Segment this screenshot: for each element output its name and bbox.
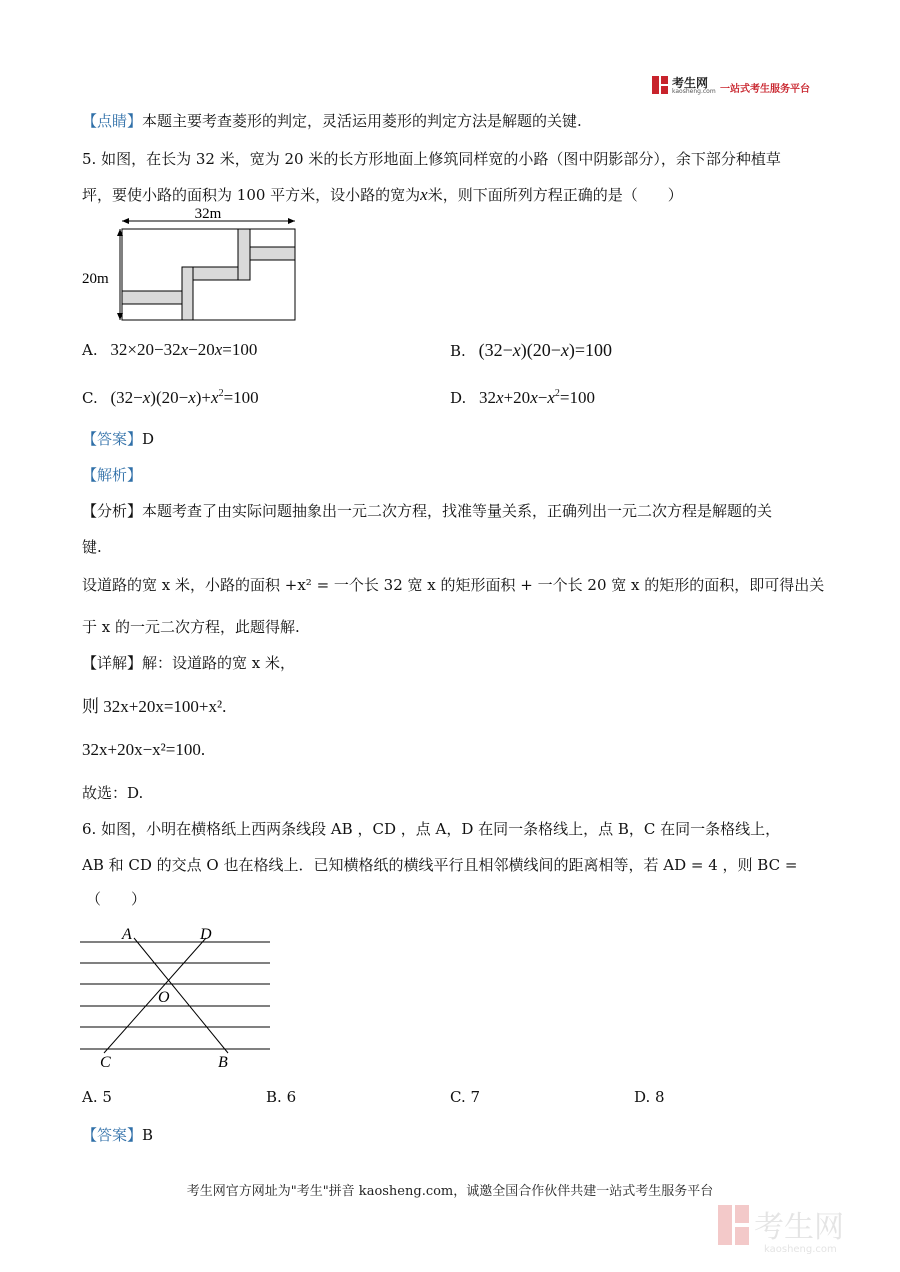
q6-stem-line2: AB 和 CD 的交点 O 也在格线上．已知横格纸的横线平行且相邻横线间的距离相等，若 AD = 4 ，则 BC = [82, 856, 798, 874]
q6-option-d: D. 8 [634, 1088, 665, 1106]
q5-stem-line1: 5. 如图，在长为 32 米，宽为 20 米的长方形地面上修筑同样宽的小路（图中阴影部分），余下部分种植草 [82, 150, 781, 168]
kaosheng-logo-icon [652, 76, 668, 94]
q5-analysis-tag: 【解析】 [82, 466, 143, 484]
q5-option-c: C. $(32-x)(20-x)+x^2=100$ [82, 388, 259, 407]
remark-text: 本题主要考查菱形的判定，灵活运用菱形的判定方法是解题的关键. [142, 112, 582, 130]
q5-option-a: A. 32×20−32x−20x=100 [82, 340, 258, 359]
q5-choice: 故选：D. [82, 784, 144, 802]
q5-figure [80, 205, 310, 325]
q5-width-label: 32m [194, 206, 222, 222]
watermark-logo [718, 1203, 878, 1255]
remark-tag: 【点睛】 [82, 112, 143, 130]
q6-option-c: C. 7 [450, 1088, 481, 1106]
q6-option-a: A. 5 [82, 1088, 112, 1106]
q5-fenxi-line2: 键. [82, 538, 102, 556]
q6-paren: （ ） [86, 890, 147, 908]
brand-name: 考生网 [672, 76, 709, 90]
q6-label-c: C [100, 1054, 111, 1071]
q5-equation-1: 则 32x+20x=100+x². [82, 697, 227, 716]
q5-option-d: D. $32x+20x-x^2=100$ [450, 388, 595, 407]
q5-stem-line2: 坪，要使小路的面积为 100 平方米，设小路的宽为x米，则下面所列方程正确的是（ ） [82, 185, 683, 204]
q6-answer: 【答案】B [82, 1126, 154, 1144]
q5-reason-line1: 设道路的宽 x 米，小路的面积 +x² = 一个长 32 宽 x 的矩形面积 + 一个长 20 宽 x 的矩形的面积，即可得出关 [82, 576, 825, 594]
q5-reason-line2: 于 x 的一元二次方程，此题得解. [82, 618, 300, 636]
q6-label-o: O [158, 989, 170, 1006]
q6-stem-line1: 6. 如图，小明在横格纸上西两条线段 AB ，CD ，点 A，D 在同一条格线上，点 B，C 在同一条格线上， [82, 820, 781, 838]
page-footer: 考生网官方网址为"考生"拼音 kaosheng.com，诚邀全国合作伙伴共建一站式考生服务平台 [186, 1184, 714, 1199]
q5-height-label: 20m [82, 271, 109, 287]
q6-label-a: A [122, 926, 132, 943]
q5-equation-2: 32x+20x−x²=100. [82, 740, 206, 759]
q4-remark [82, 110, 582, 131]
q5-answer: 【答案】D [82, 430, 155, 448]
watermark-text: 考生网 [754, 1210, 844, 1245]
q6-label-d: D [200, 926, 212, 943]
q6-label-b: B [218, 1054, 228, 1071]
q5-detail: 【详解】解：设道路的宽 x 米， [82, 654, 296, 672]
watermark-sub: kaosheng.com [764, 1244, 837, 1255]
brand-slogan: 一站式考生服务平台 [720, 84, 810, 95]
q5-option-b: B. (32−x)(20−x)=100 [450, 340, 613, 360]
q6-figure [78, 922, 278, 1072]
brand-url: kaosheng.com [672, 88, 716, 95]
q5-fenxi-line1: 【分析】本题考查了由实际问题抽象出一元二次方程，找准等量关系，正确列出一元二次方程是解题的关 [82, 502, 773, 520]
q6-option-b: B. 6 [266, 1088, 297, 1106]
